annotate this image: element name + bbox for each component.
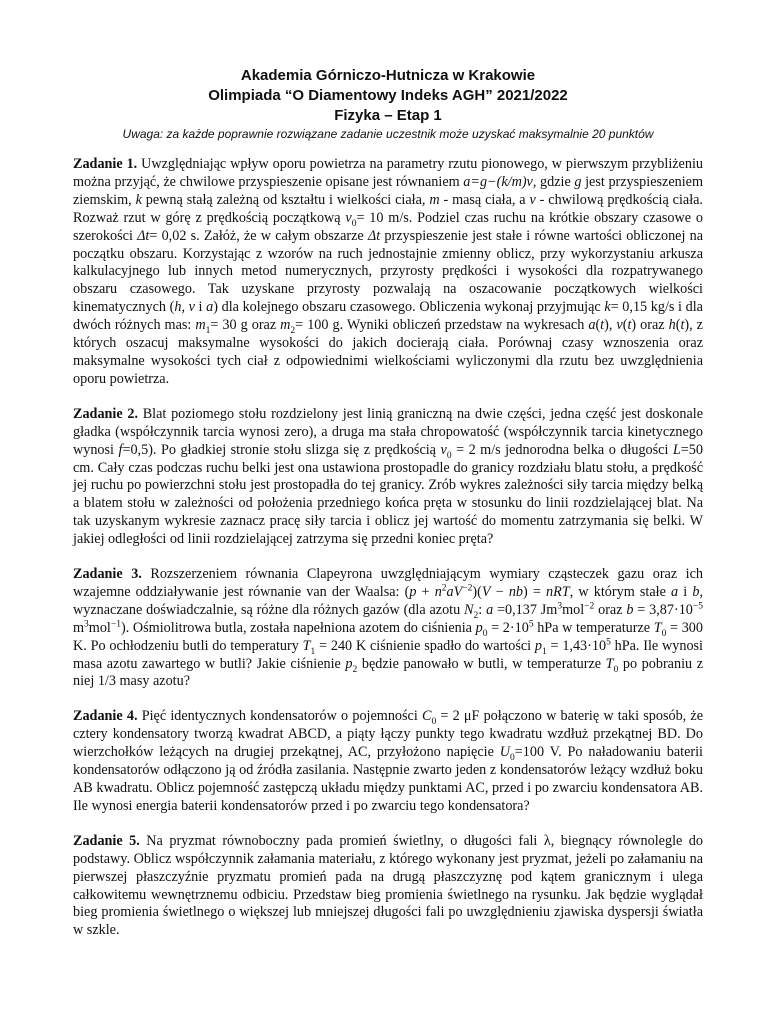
symbol: p bbox=[534, 637, 542, 654]
task-label: Zadanie 5. bbox=[73, 832, 140, 849]
task-text: =0,137 Jm bbox=[493, 601, 558, 618]
task-3 bbox=[73, 566, 703, 691]
document-page bbox=[73, 66, 703, 940]
superscript: 3 bbox=[84, 619, 89, 630]
superscript: −5 bbox=[692, 601, 704, 612]
task-text: ), z których oszacuj maksymalne wysokości do jakich docierają ciała. Porównaj czasy wznoszenia oraz maksymalne wysokości tych ciał z odpowiednimi wielkościami wyliczonymi dla rzutu bez uwzględnienia oporu powietrza. bbox=[73, 317, 703, 387]
symbol: v bbox=[529, 191, 536, 208]
olympiad-title: Olimpiada “O Diamentowy Indeks AGH” 2021/2022 bbox=[208, 87, 568, 104]
symbol: k bbox=[135, 191, 142, 208]
symbol: N bbox=[464, 601, 474, 618]
task-text: = 240 K ciśnienie spadło do wartości bbox=[315, 637, 535, 654]
subject-title: Fizyka – Etap 1 bbox=[334, 107, 442, 124]
task-text: jest przyspieszeniem ziemskim, bbox=[73, 173, 703, 208]
task-text: mol bbox=[88, 619, 111, 636]
task-text: ) oraz bbox=[631, 317, 669, 334]
task-text: i bbox=[194, 299, 207, 316]
symbol: t bbox=[627, 317, 632, 334]
symbol: t bbox=[600, 317, 605, 334]
symbol: p bbox=[475, 619, 483, 636]
subscript: 0 bbox=[613, 664, 619, 675]
symbol: v bbox=[440, 441, 447, 458]
symbol: V bbox=[481, 583, 491, 600]
task-label: Zadanie 2. bbox=[73, 405, 139, 422]
symbol: a bbox=[206, 299, 214, 316]
superscript: 3 bbox=[557, 601, 563, 612]
superscript: 5 bbox=[528, 619, 534, 630]
symbol: T bbox=[605, 655, 614, 672]
symbol: p bbox=[345, 655, 353, 672]
symbol: p bbox=[409, 583, 417, 600]
task-text: =50 cm. Cały czas podczas ruchu belki jest ona ustawiona prostopadle do granicy rozdziału blatu stołu, a prędkość jej ruchu po powierzchni stołu jest prostopadła do tej granicy. Zrób wykres zależności siły tarcia między belką a blatem stołu w zależności od położenia przedniego końca pręta w stosunku do linii rozdzielającej blat. Na tak uzyskanym wykresie zaznacz pracę siły tarcia i oblicz jej wartość do momentu zatrzymania się belki. W jakiej odległości od linii rozdzielającej zatrzyma się przedni koniec pręta? bbox=[73, 441, 703, 548]
symbol: C bbox=[421, 708, 432, 725]
symbol: T bbox=[653, 619, 662, 636]
symbol: f bbox=[118, 441, 123, 458]
task-label: Zadanie 3. bbox=[73, 566, 142, 583]
task-text: , gdzie bbox=[532, 173, 575, 190]
subscript: 0 bbox=[661, 628, 667, 639]
task-text: )( bbox=[472, 583, 482, 600]
task-text: po pobraniu z niej 1/3 masy azotu? bbox=[73, 655, 703, 690]
superscript: 5 bbox=[606, 636, 611, 647]
task-text: =100 V. Po naładowaniu baterii kondensatorów odłączono ją od źródła zasilania. Następnie zwarto jeden z kondensatorów leżący wzdłuż boku AB kwadratu. Oblicz pojemność zastępczą układu między punktami AC, przed i po zwarciu kondensatora AB. Ile wynosi energia baterii kondensatorów przed i po zwarciu tego kondensatora? bbox=[73, 744, 703, 814]
symbol: aV bbox=[446, 583, 463, 600]
subscript: 0 bbox=[351, 218, 357, 229]
task-text: = 300 K. Po ochłodzeniu butli do temperatury bbox=[73, 619, 703, 654]
task-text: ( bbox=[675, 317, 681, 334]
symbol: b bbox=[626, 601, 634, 618]
subscript: 1 bbox=[541, 646, 547, 657]
task-text: + bbox=[416, 583, 435, 600]
task-text: = 2·10 bbox=[487, 619, 529, 636]
task-text: = 10 m/s. Podziel czas ruchu na krótkie obszary czasowe o szerokości bbox=[73, 209, 703, 244]
subscript: 0 bbox=[510, 753, 515, 764]
scoring-note: Uwaga: za każde poprawnie rozwiązane zadanie uczestnik może uzyskać maksymalnie 20 punktów bbox=[122, 127, 654, 141]
task-text: hPa. Ile wynosi masa azotu zawartego w butli? Jakie ciśnienie bbox=[73, 637, 703, 672]
symbol: L bbox=[672, 441, 681, 458]
task-text: = 3,87·10 bbox=[633, 601, 693, 618]
task-text: Blat poziomego stołu rozdzielony jest linią graniczną na dwie części, jedna część jest doskonale gładka (współczynnik tarcia wynosi zero), a druga ma stała chropowatość (współczynnik tarcia kinetycznego wynosi bbox=[73, 405, 703, 458]
symbol: v bbox=[345, 209, 352, 226]
task-text: Na pryzmat równoboczny pada promień świetlny, o długości fali λ, biegnący równolegle do podstawy. Oblicz współczynnik załamania materiału, z którego wykonany jest pryzmat, jeżeli po załamaniu na pierwszej płaszczyźnie pryzmatu promień pada na drugą płaszczyznę pod kątem granicznym i ulega całkowitemu wewnętrznemu odbiciu. Przedstaw bieg promienia świetlnego na rysunku. Jak będzie wyglądał bieg promienia świetlnego o większej lub mniejszej długości fali po uwzględnieniu zjawiska dyspersji światła w szkle. bbox=[73, 832, 703, 939]
symbol: k bbox=[604, 299, 611, 316]
symbol: m bbox=[195, 317, 206, 334]
task-text: = 0,15 kg/s i dla dwóch różnych mas: bbox=[73, 299, 703, 334]
subscript: 2 bbox=[473, 610, 479, 621]
symbol: nRT bbox=[546, 583, 570, 600]
symbol: Δt bbox=[367, 227, 381, 244]
symbol: Δt bbox=[137, 227, 150, 244]
superscript: −2 bbox=[462, 583, 473, 594]
symbol: m bbox=[280, 317, 291, 334]
task-text: , w którym stałe bbox=[569, 583, 672, 600]
task-text: = 1,43·10 bbox=[546, 637, 607, 654]
task-label: Zadanie 1. bbox=[73, 156, 138, 172]
task-text: oraz bbox=[594, 601, 627, 618]
symbol: t bbox=[680, 317, 685, 334]
task-text: - chwilową prędkością ciała. Rozważ rzut w górę z prędkością początkową bbox=[73, 191, 703, 226]
subscript: 1 bbox=[205, 325, 211, 336]
task-text: ), bbox=[604, 317, 617, 334]
symbol: U bbox=[499, 744, 511, 761]
task-text: Rozszerzeniem równania Clapeyrona uwzględniającym wymiary cząsteczek gazu oraz ich wzajemne oddziaływanie jest równanie van der Waalsa: ( bbox=[73, 566, 704, 600]
symbol: n bbox=[434, 583, 442, 600]
subscript: 0 bbox=[446, 450, 452, 461]
task-text: Pięć identycznych kondensatorów o pojemności bbox=[137, 708, 422, 725]
symbol: h bbox=[668, 317, 676, 334]
task-text: ). Ośmiolitrowa butla, została napełniona azotem do ciśnienia bbox=[120, 619, 476, 636]
symbol: nb bbox=[508, 583, 524, 600]
symbol: m bbox=[429, 191, 440, 208]
task-text: = 100 g. Wyniki obliczeń przedstaw na wykresach bbox=[295, 317, 589, 334]
symbol: h, v bbox=[174, 299, 195, 316]
document-header bbox=[73, 66, 703, 142]
subscript: 2 bbox=[352, 664, 358, 675]
task-text: ( bbox=[595, 317, 601, 334]
symbol: T bbox=[302, 637, 311, 654]
superscript: −2 bbox=[584, 601, 595, 612]
subscript: 1 bbox=[310, 646, 316, 657]
task-text: - masą ciała, a bbox=[439, 191, 530, 208]
task-1 bbox=[73, 156, 703, 389]
symbol: b bbox=[692, 583, 700, 600]
symbol: a bbox=[588, 317, 596, 334]
subscript: 2 bbox=[290, 325, 296, 336]
task-text: mol bbox=[562, 601, 585, 618]
task-text: ) dla kolejnego obszaru czasowego. Obliczenia wykonaj przyjmując bbox=[213, 299, 605, 316]
superscript: 2 bbox=[441, 583, 447, 594]
task-text: = 30 g oraz bbox=[210, 317, 281, 334]
task-text: będzie panowało w butli, w temperaturze bbox=[357, 655, 606, 672]
task-text: hPa w temperaturze bbox=[533, 619, 654, 636]
subscript: 0 bbox=[482, 628, 488, 639]
task-text: ) = bbox=[523, 583, 547, 600]
task-label: Zadanie 4. bbox=[73, 708, 138, 725]
symbol: a bbox=[486, 601, 494, 618]
task-4 bbox=[73, 708, 703, 815]
task-text: przyspieszenie jest stałe i równe wartości obliczonej na początku obszaru. Korzystając z wzorów na ruch jednostajnie zmienny oblicz, przy wykorzystaniu arkusza kalkulacyjnego lub innych metod numerycznych, przyrosty prędkości i wysokości dla rozpatrywanego obszaru czasowego. Tak uzyskane przyrosty pozwalają na oszacowanie początkowych wielkości kinematycznych ( bbox=[73, 227, 703, 316]
task-text: : bbox=[478, 601, 487, 618]
symbol: g bbox=[574, 173, 582, 190]
task-5 bbox=[73, 833, 703, 940]
superscript: −1 bbox=[110, 619, 121, 630]
task-text: pewną stałą zależną od kształtu i wielkości ciała, bbox=[141, 191, 430, 208]
symbol: a bbox=[671, 583, 679, 600]
formula: a=g−(k/m)v bbox=[463, 173, 533, 190]
task-text: − bbox=[490, 583, 509, 600]
task-text: i bbox=[678, 583, 693, 600]
task-text: , wyznaczane doświadczalnie, są różne dla różnych gazów (dla azotu bbox=[73, 583, 703, 618]
university-title: Akademia Górniczo-Hutnicza w Krakowie bbox=[240, 67, 536, 84]
task-text: m bbox=[73, 619, 85, 636]
task-text: ( bbox=[622, 317, 628, 334]
task-text: Uwzględniając wpływ oporu powietrza na parametry rzutu pionowego, w pierwszym przybliżeniu można przyjąć, że chwilowe przyspieszenie opisane jest równaniem bbox=[73, 156, 703, 190]
task-text: = 0,02 s. Załóż, że w całym obszarze bbox=[149, 227, 368, 244]
task-text: =0,5). Po gładkiej stronie stołu slizga się z prędkością bbox=[122, 441, 441, 458]
subscript: 0 bbox=[431, 717, 437, 728]
task-2 bbox=[73, 406, 703, 549]
task-text: = 2 μF połączono w baterię w taki sposób, że cztery kondensatory tworzą kwadrat ABCD, a piąty łączy punkty tego kwadratu wzdłuż przekątnej BD. Do wierzchołków leżących na drugiej przekątnej, AC, przyłożono napięcie bbox=[73, 708, 704, 761]
symbol: v bbox=[616, 317, 623, 334]
task-text: = 2 m/s jednorodna belka o długości bbox=[451, 441, 673, 458]
